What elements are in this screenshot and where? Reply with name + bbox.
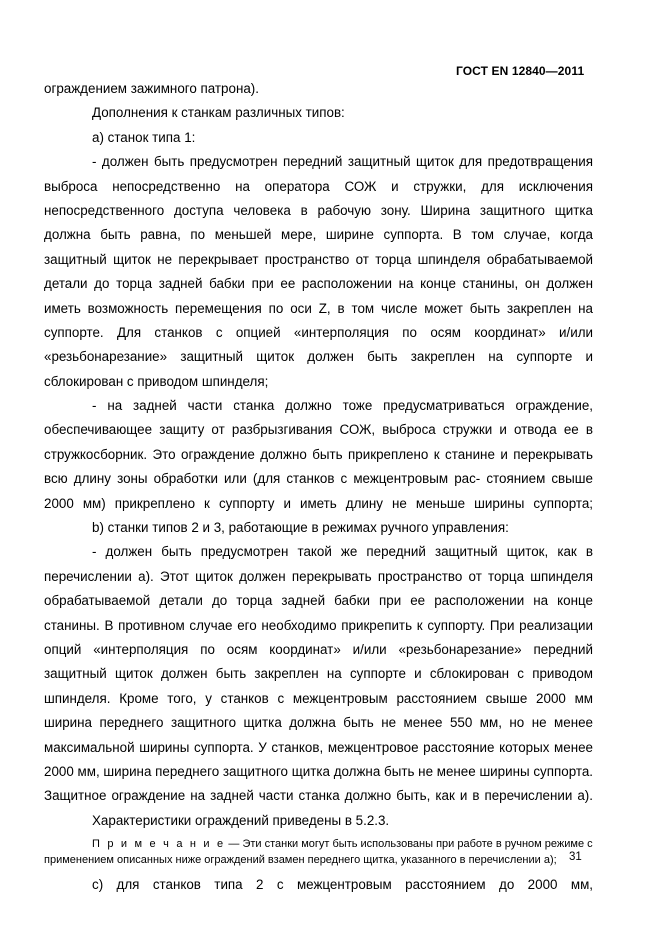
text-line: иметь возможность перемещения по оси Z, в том числе может быть закреплен на bbox=[44, 300, 593, 316]
text-line: шпинделя. Кроме того, у станков с межцентровым расстоянием свыше 2000 мм bbox=[44, 690, 593, 706]
text-line: непосредственного доступа человека в рабочую зону. Ширина защитного щитка bbox=[44, 202, 593, 218]
text-line: станины. В противном случае его необходимо прикрепить к суппорту. При реализации bbox=[44, 617, 593, 633]
note-line-2: применением описанных ниже ограждений взамен переднего щитка, указанного в перечислении а); bbox=[44, 854, 557, 867]
text-line: стружкосборник. Это ограждение должно быть прикреплено к станине и перекрывать bbox=[44, 446, 593, 462]
text-line: c) для станков типа 2 с межцентровым расстоянием до 2000 мм, bbox=[92, 877, 593, 893]
text-line: всю длину зоны обработки или (для станков с межцентровым рас- стоянием свыше bbox=[44, 471, 593, 487]
text-line: сблокирован с приводом шпинделя; bbox=[44, 373, 269, 389]
text-line: суппорте. Для станков с опцией «интерполяция по осям координат» и/или bbox=[44, 324, 593, 340]
text-line: Характеристики ограждений приведены в 5.2.3. bbox=[92, 812, 390, 828]
text-line: 2000 мм, ширина переднего защитного щитка должна быть не менее ширины суппорта. bbox=[44, 763, 593, 779]
text-line: - должен быть предусмотрен передний защитный щиток для предотвращения bbox=[92, 154, 593, 170]
text-line: Дополнения к станкам различных типов: bbox=[92, 105, 345, 121]
text-line: - должен быть предусмотрен такой же передний защитный щиток, как в bbox=[92, 544, 593, 560]
text-line: обеспечивающее защиту от разбрызгивания СОЖ, выброса стружки и отвода ее в bbox=[44, 422, 593, 438]
text-line: защитный щиток должен быть закреплен на суппорте и сблокирован с приводом bbox=[44, 666, 593, 682]
text-line: максимальной ширины суппорта. У станков, межцентровое расстояние которых менее bbox=[44, 739, 593, 755]
note-line-1 bbox=[44, 836, 593, 852]
text-line: детали до торца задней бабки при ее расположении на конце станины, он должен bbox=[44, 276, 593, 292]
text-line: ширина переднего защитного щитка должна быть не менее 550 мм, но не менее bbox=[44, 715, 593, 731]
note-label: П р и м е ч а н и е bbox=[92, 838, 226, 851]
text-line: опций «интерполяция по осям координат» и/или «резьбонарезание» передний bbox=[44, 641, 593, 657]
page-body bbox=[44, 77, 593, 898]
text-line: - на задней части станка должно тоже предусматриваться ограждение, bbox=[92, 398, 593, 414]
text-line: ограждением зажимного патрона). bbox=[44, 81, 259, 96]
text-line: 2000 мм) прикреплено к суппорту и иметь длину не меньше ширины суппорта; bbox=[44, 495, 593, 511]
text-line: должна быть равна, по меньшей мере, ширине суппорта. В том случае, когда bbox=[44, 227, 593, 243]
text-line: b) станки типов 2 и 3, работающие в режимах ручного управления: bbox=[92, 520, 509, 536]
page-number: 31 bbox=[569, 851, 582, 863]
text-line: выброса непосредственно на оператора СОЖ и стружки, для исключения bbox=[44, 178, 593, 194]
document-header: ГОСТ EN 12840—2011 bbox=[456, 64, 585, 78]
note-text: — Эти станки могут быть использованы при работе в ручном режиме с bbox=[225, 838, 593, 851]
text-line: обрабатываемой детали до торца задней бабки при ее расположении на конце bbox=[44, 593, 593, 609]
text-line: перечислении а). Этот щиток должен перекрывать пространство от торца шпинделя bbox=[44, 568, 593, 584]
text-line: а) станок типа 1: bbox=[92, 129, 196, 145]
text-line: «резьбонарезание» защитный щиток должен быть закреплен на суппорте и bbox=[44, 349, 593, 365]
text-line: Защитное ограждение на задней части станка должно быть, как и в перечислении а). bbox=[44, 788, 593, 804]
text-line: защитный щиток не перекрывает пространство от торца шпинделя обрабатываемой bbox=[44, 251, 593, 267]
